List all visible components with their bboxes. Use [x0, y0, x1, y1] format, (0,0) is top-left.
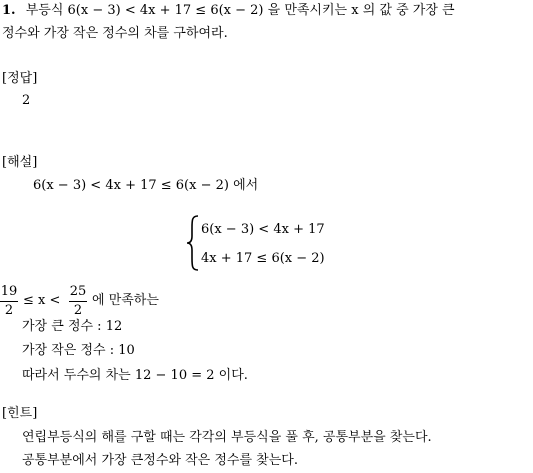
fraction-right-bar [69, 301, 87, 302]
fraction-right-numerator: 25 [69, 284, 87, 299]
hint-line-2: 공통부분에서 가장 큰정수와 작은 정수를 찾는다. [22, 453, 298, 468]
problem-line-2: 정수와 가장 작은 정수의 차를 구하여라. [2, 26, 228, 41]
system-brace [186, 214, 200, 276]
problem-number: 1. [2, 3, 16, 18]
conclusion: 따라서 두수의 차는 12 − 10 = 2 이다. [22, 368, 248, 383]
fraction-right [69, 285, 87, 318]
hint-line-1: 연립부등식의 해를 구할 때는 각각의 부등식을 풀 후, 공통부분을 찾는다. [22, 430, 432, 445]
answer-value: 2 [22, 93, 31, 108]
system-inequality-1: 6(x − 3) < 4x + 17 [201, 222, 325, 237]
fraction-left [0, 285, 18, 318]
problem-statement [2, 2, 455, 20]
solution-line-1: 6(x − 3) < 4x + 17 ≤ 6(x − 2) 에서 [33, 178, 259, 193]
smallest-integer: 가장 작은 정수 : 10 [22, 343, 135, 358]
answer-heading: [정답] [2, 71, 38, 86]
inequality-middle: ≤ x < [23, 293, 61, 308]
inequality-tail: 에 만족하는 [92, 293, 159, 308]
fraction-right-denominator: 2 [73, 303, 83, 318]
system-inequality-2: 4x + 17 ≤ 6(x − 2) [201, 251, 325, 266]
hint-heading: [힌트] [2, 406, 38, 421]
left-brace-icon [186, 214, 200, 272]
fraction-left-numerator: 19 [0, 284, 18, 299]
fraction-left-denominator: 2 [4, 303, 14, 318]
largest-integer: 가장 큰 정수 : 12 [22, 319, 123, 334]
solution-heading: [해설] [2, 155, 38, 170]
problem-line-1: 부등식 6(x − 3) < 4x + 17 ≤ 6(x − 2) 을 만족시키는 x 의 값 중 가장 큰 [25, 3, 455, 18]
fraction-left-bar [0, 301, 18, 302]
